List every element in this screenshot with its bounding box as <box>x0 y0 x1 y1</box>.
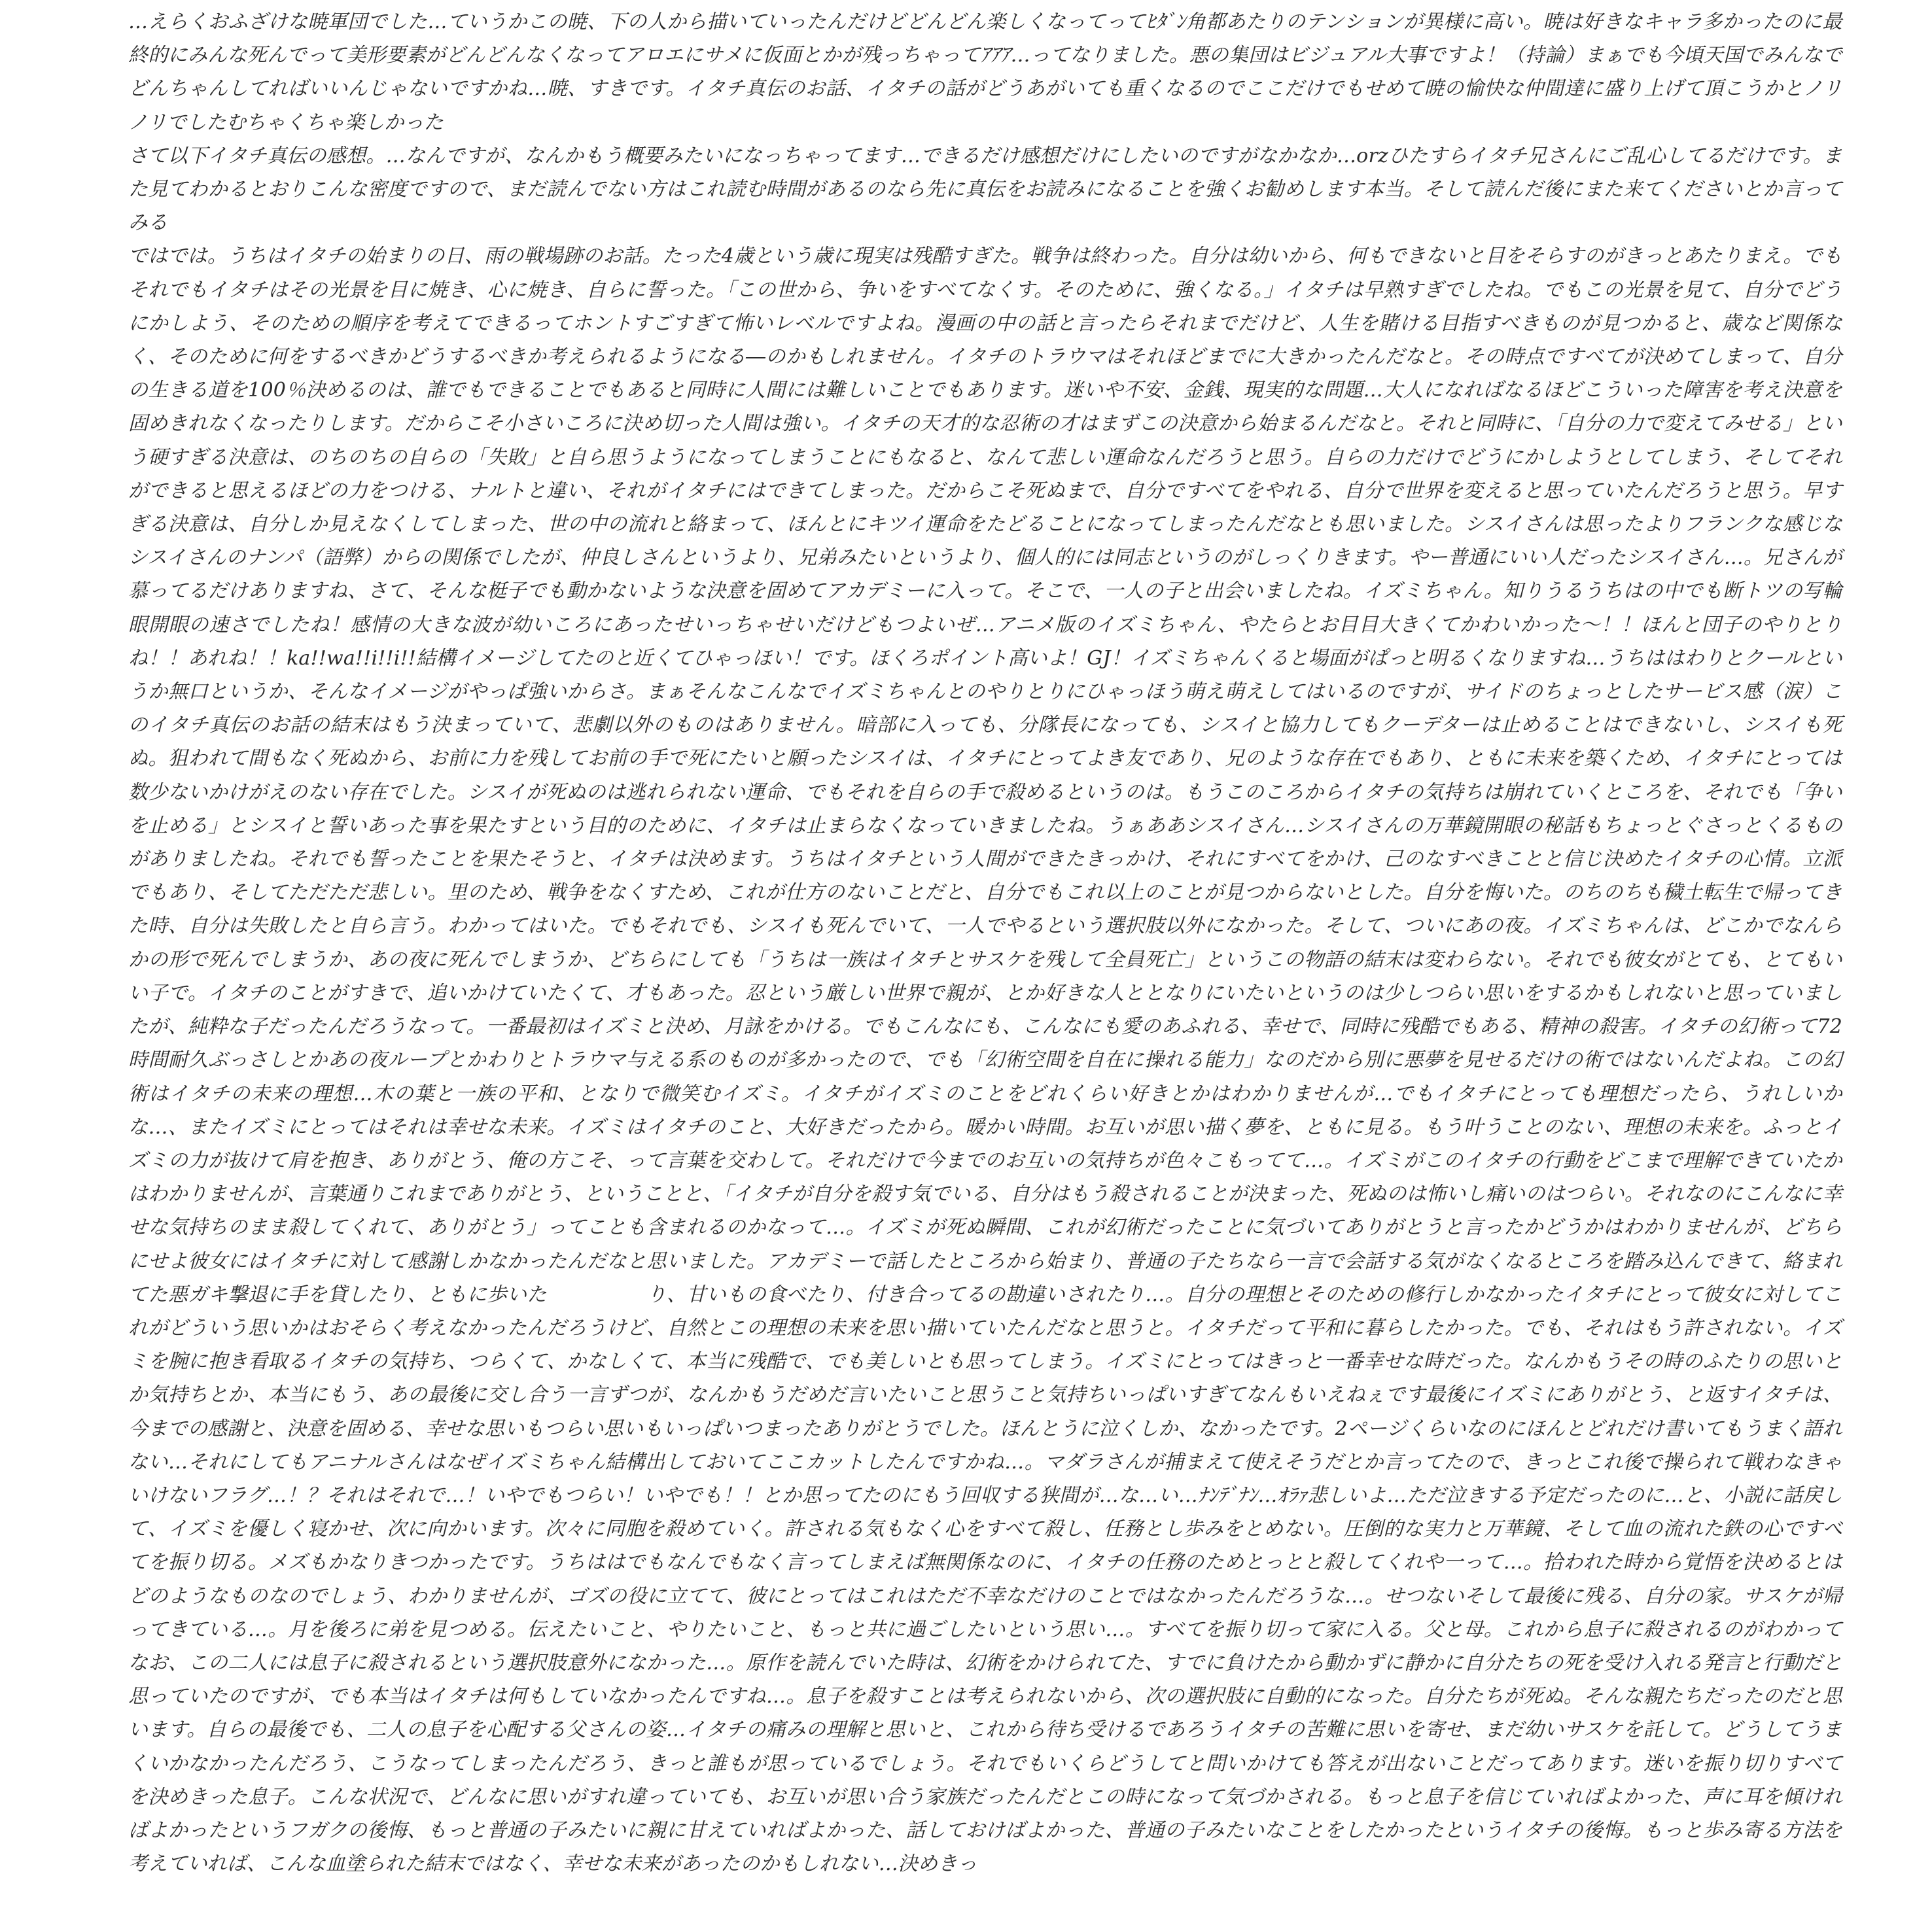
paragraph-review: ではでは。うちはイタチの始まりの日、雨の戦場跡のお話。たった4歳という歳に現実は残酷すぎた。戦争は終わった。自分は幼いから、何もできないと目をそらすのがきっとあたりまえ。でもそれでもイタチはその光景を目に焼き、心に焼き、自らに誓った。「この世から、争いをすべてなくす。そのために、強くなる。」イタチは早熟すぎでしたね。でもこの光景を見て、自分でどうにかしよう、そのための順序を考えてできるってホントすごすぎて怖いレベルですよね。漫画の中の話と言ったらそれまでだけど、人生を賭ける目指すべきものが見つかると、歳など関係なく、そのために何をするべきかどうするべきか考えられるようになる―のかもしれません。イタチのトラウマはそれほどまでに大きかったんだなと。その時点ですべてが決めてしまって、自分の生きる道を100％決めるのは、誰でもできることでもあると同時に人間には難しいことでもあります。迷いや不安、金銭、現実的な問題…大人になればなるほどこういった障害を考え決意を固めきれなくなったりします。だからこそ小さいころに決め切った人間は強い。イタチの天才的な忍術の才はまずこの決意から始まるんだなと。それと同時に、「自分の力で変えてみせる」という硬すぎる決意は、のちのちの自らの「失敗」と自ら思うようになってしまうことにもなると、なんて悲しい運命なんだろうと思う。自らの力だけでどうにかしようとしてしまう、そしてそれができると思えるほどの力をつける、ナルトと違い、それがイタチにはできてしまった。だからこそ死ぬまで、自分ですべてをやれる、自分で世界を変えると思っていたんだろうと思う。早すぎる決意は、自分しか見えなくしてしまった、世の中の流れと絡まって、ほんとにキツイ運命をたどることになってしまったんだなとも思いました。シスイさんは思ったよりフランクな感じなシスイさんのナンパ（語弊）からの関係でしたが、仲良しさんというより、兄弟みたいというより、個人的には同志というのがしっくりきます。やー普通にいい人だったシスイさん…。兄さんが慕ってるだけありますね、さて、そんな梃子でも動かないような決意を固めてアカデミーに入って。そこで、一人の子と出会いましたね。イズミちゃん。知りうるうちはの中でも断トツの写輪眼開眼の速さでしたね！感情の大きな波が幼いころにあったせいっちゃせいだけどもつよいぜ…アニメ版のイズミちゃん、やたらとお目目大きくてかわいかった～！！ほんと団子のやりとりね！！あれね！！ka!!wa!!i!!i!!結構イメージしてたのと近くてひゃっほい！です。ほくろポイント高いよ！GJ！イズミちゃんくると場面がぱっと明るくなりますね…うちははわりとクールというか無口というか、そんなイメージがやっぱ強いからさ。まぁそんなこんなでイズミちゃんとのやりとりにひゃっほう萌え萌えしてはいるのですが、サイドのちょっとしたサービス感（涙）このイタチ真伝のお話の結末はもう決まっていて、悲劇以外のものはありません。暗部に入っても、分隊長になっても、シスイと協力してもクーデターは止めることはできないし、シスイも死ぬ。狙われて間もなく死ぬから、お前に力を残してお前の手で死にたいと願ったシスイは、イタチにとってよき友であり、兄のような存在でもあり、ともに未来を築くため、イタチにとっては数少ないかけがえのない存在でした。シスイが死ぬのは逃れられない運命、でもそれを自らの手で殺めるというのは。もうこのころからイタチの気持ちは崩れていくところを、それでも「争いを止める」とシスイと誓いあった事を果たすという目的のために、イタチは止まらなくなっていきましたね。うぁああシスイさん…シスイさんの万華鏡開眼の秘話もちょっとぐさっとくるものがありましたね。それでも誓ったことを果たそうと、イタチは決めます。うちはイタチという人間ができたきっかけ、それにすべてをかけ、己のなすべきことと信じ決めたイタチの心情。立派でもあり、そしてただただ悲しい。里のため、戦争をなくすため、これが仕方のないことだと、自分でもこれ以上のことが見つからないとした。自分を悔いた。のちのちも穢土転生で帰ってきた時、自分は失敗したと自ら言う。わかってはいた。でもそれでも、シスイも死んでいて、一人でやるという選択肢以外になかった。そして、ついにあの夜。イズミちゃんは、どこかでなんらかの形で死んでしまうか、あの夜に死んでしまうか、どちらにしても「うちは一族はイタチとサスケを残して全員死亡」というこの物語の結末は変わらない。それでも彼女がとても、とてもいい子で。イタチのことがすきで、追いかけていたくて、才もあった。忍という厳しい世界で親が、とか好きな人ととなりにいたいというのは少しつらい思いをするかもしれないと思っていましたが、純粋な子だったんだろうなって。一番最初はイズミと決め、月詠をかける。でもこんなにも、こんなにも愛のあふれる、幸せで、同時に残酷でもある、精神の殺害。イタチの幻術って72時間耐久ぶっさしとかあの夜ループとかわりとトラウマ与える系のものが多かったので、でも「幻術空間を自在に操れる能力」なのだから別に悪夢を見せるだけの術ではないんだよね。この幻術はイタチの未来の理想…木の葉と一族の平和、となりで微笑むイズミ。イタチがイズミのことをどれくらい好きとかはわかりませんが…でもイタチにとっても理想だったら、うれしいかな…、またイズミにとってはそれは幸せな未来。イズミはイタチのこと、大好きだったから。暖かい時間。お互いが思い描く夢を、ともに見る。もう叶うことのない、理想の未来を。ふっとイズミの力が抜けて肩を抱き、ありがとう、俺の方こそ、って言葉を交わして。それだけで今までのお互いの気持ちが色々こもってて…。イズミがこのイタチの行動をどこまで理解できていたかはわかりませんが、言葉通りこれまでありがとう、ということと、「イタチが自分を殺す気でいる、自分はもう殺されることが決まった、死ぬのは怖いし痛いのはつらい。それなのにこんなに幸せな気持ちのまま殺してくれて、ありがとう」ってことも含まれるのかなって…。イズミが死ぬ瞬間、これが幻術だったことに気づいてありがとうと言ったかどうかはわかりませんが、どちらにせよ彼女にはイタチに対して感謝しかなかったんだなと思いました。アカデミーで話したところから始まり、普通の子たちなら一言で会話する気がなくなるところを踏み込んできて、絡まれてた悪ガキ撃退に手を貸したり、ともに歩いた り、甘いもの食べたり、付き合ってるの勘違いされたり…。自分の理想とそのための修行しかなかったイタチにとって彼女に対してこれがどういう思いかはおそらく考えなかったんだろうけど、自然とこの理想の未来を思い描いていたんだなと思うと。イタチだって平和に暮らしたかった。でも、それはもう許されない。イズミを腕に抱き看取るイタチの気持ち、つらくて、かなしくて、本当に残酷で、でも美しいとも思ってしまう。イズミにとってはきっと一番幸せな時だった。なんかもうその時のふたりの思いとか気持ちとか、本当にもう、あの最後に交し合う一言ずつが、なんかもうだめだ言いたいこと思うこと気持ちいっぱいすぎてなんもいえねぇです最後にイズミにありがとう、と返すイタチは、今までの感謝と、決意を固める、幸せな思いもつらい思いもいっぱいつまったありがとうでした。ほんとうに泣くしか、なかったです。2ページくらいなのにほんとどれだけ書いてもうまく語れない…それにしてもアニナルさんはなぜイズミちゃん結構出しておいてここカットしたんですかね…。マダラさんが捕まえて使えそうだとか言ってたので、きっとこれ後で操られて戦わなきゃいけないフラグ…！？それはそれで…！いやでもつらい！いやでも！！とか思ってたのにもう回収する狭間が…な…い…ﾅﾝﾃﾞﾅﾝ…ｵﾗｧ悲しいよ…ただ泣きする予定だったのに…と、小説に話戻して、イズミを優しく寝かせ、次に向かいます。次々に同胞を殺めていく。許される気もなく心をすべて殺し、任務とし歩みをとめない。圧倒的な実力と万華鏡、そして血の流れた鉄の心ですべてを振り切る。メズもかなりきつかったです。うちははでもなんでもなく言ってしまえば無関係なのに、イタチの任務のためとっとと殺してくれや一って…。拾われた時から覚悟を決めるとはどのようなものなのでしょう、わかりませんが、ゴズの役に立てて、彼にとってはこれはただ不幸なだけのことではなかったんだろうな…。せつないそして最後に残る、自分の家。サスケが帰ってきている…。月を後ろに弟を見つめる。伝えたいこと、やりたいこと、もっと共に過ごしたいという思い…。すべてを振り切って家に入る。父と母。これから息子に殺されるのがわかってなお、この二人には息子に殺されるという選択肢意外になかった…。原作を読んでいた時は、幻術をかけられてた、すでに負けたから動かずに静かに自分たちの死を受け入れる発言と行動だと思っていたのですが、でも本当はイタチは何もしていなかったんですね…。息子を殺すことは考えられないから、次の選択肢に自動的になった。自分たちが死ぬ。そんな親たちだったのだと思います。自らの最後でも、二人の息子を心配する父さんの姿…イタチの痛みの理解と思いと、これから待ち受けるであろうイタチの苦難に思いを寄せ、まだ幼いサスケを託して。どうしてうまくいかなかったんだろう、こうなってしまったんだろう、きっと誰もが思っているでしょう。それでもいくらどうしてと問いかけても答えが出ないことだってあります。迷いを振り切りすべてを決めきった息子。こんな状況で、どんなに思いがすれ違っていても、お互いが思い合う家族だったんだとこの時になって気づかされる。もっと息子を信じていればよかった、声に耳を傾ければよかったというフガクの後悔、もっと普通の子みたいに親に甘えていればよかった、話しておけばよかった、普通の子みたいなことをしたかったというイタチの後悔。もっと歩み寄る方法を考えていれば、こんな血塗られた結末ではなく、幸せな未来があったのかもしれない…決めきっ <box>128 245 1843 1876</box>
article-body <box>128 5 1842 1881</box>
paragraph-akatsuki-note: …えらくおふざけな暁軍団でした…ていうかこの暁、下の人から描いていったんだけどどんどん楽しくなってってﾋﾀﾞﾝ角都あたりのテンションが異様に高い。暁は好きなキャラ多かったのに最終的にみんな死んでって美形要素がどんどんなくなってアロエにサメに仮面とかが残っちゃってｱｱｱ…ってなりました。悪の集団はビジュアル大事ですよ！（持論）まぁでも今頃天国でみんなでどんちゃんしてればいいんじゃないですかね…暁、すきです。イタチ真伝のお話、イタチの話がどうあがいても重くなるのでここだけでもせめて暁の愉快な仲間達に盛り上げて頂こうかとノリノリでしたむちゃくちゃ楽しかった <box>128 10 1842 134</box>
paragraph-intro: さて以下イタチ真伝の感想。…なんですが、なんかもう概要みたいになっちゃってます…できるだけ感想だけにしたいのですがなかなか…orzひたすらイタチ兄さんにご乱心してるだけです。また見てわかるとおりこんな密度ですので、まだ読んでない方はこれ読む時間があるのなら先に真伝をお読みになることを強くお勧めします本当。そして読んだ後にまた来てくださいとか言ってみる <box>128 144 1842 235</box>
